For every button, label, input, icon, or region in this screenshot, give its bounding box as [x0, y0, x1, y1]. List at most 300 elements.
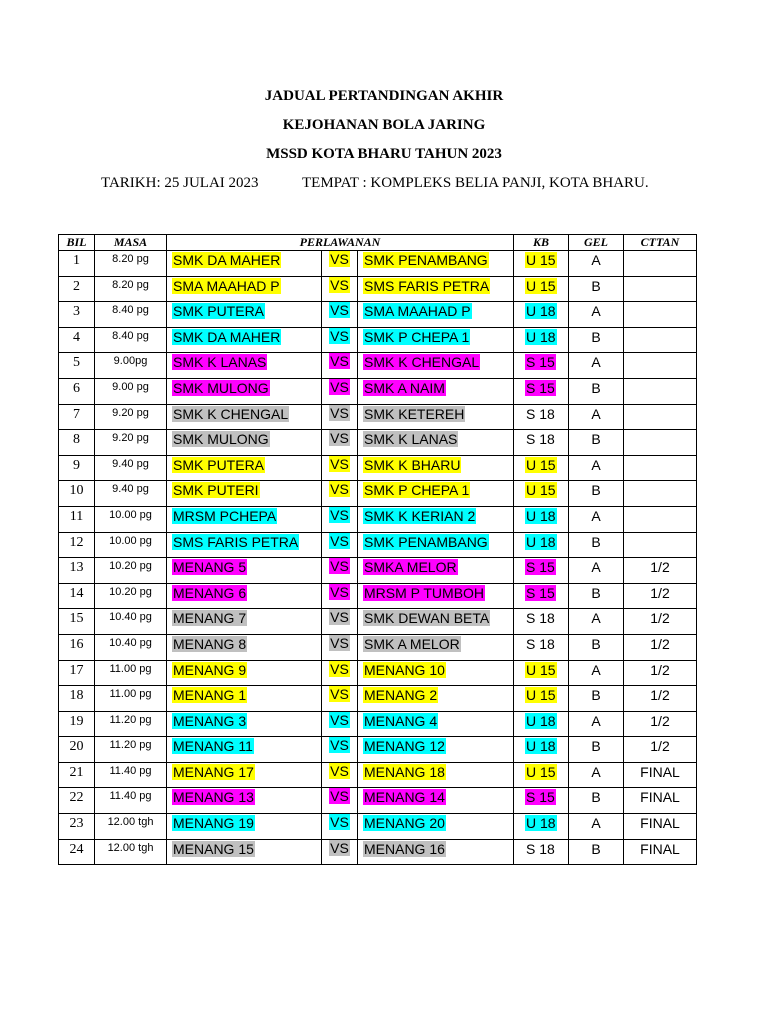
- cell-kb: [514, 762, 569, 788]
- cell-vs-text: VS: [330, 762, 349, 779]
- cell-gel: A: [569, 404, 624, 430]
- cell-gel: A: [569, 353, 624, 379]
- cell-team-1: [167, 506, 322, 532]
- cell-bil: 4: [59, 327, 95, 353]
- cell-team-1: [167, 711, 322, 737]
- cell-kb-text: S 15: [526, 584, 555, 601]
- cell-team-1-text: SMK MULONG: [173, 431, 269, 448]
- cell-team-2: [358, 609, 514, 635]
- cell-team-1-text: SMK PUTERI: [173, 482, 259, 499]
- cell-bil: 1: [59, 251, 95, 277]
- table-row: [59, 404, 697, 430]
- match-venue: TEMPAT : KOMPLEKS BELIA PANJI, KOTA BHARU.: [302, 175, 649, 191]
- col-header-bil: BIL: [59, 235, 95, 251]
- cell-team-1: [167, 455, 322, 481]
- cell-vs-text: VS: [330, 506, 349, 523]
- cell-team-2-text: MENANG 2: [364, 687, 438, 704]
- cell-masa: 8.20 pg: [95, 276, 167, 302]
- table-row: [59, 737, 697, 763]
- cell-cttan: FINAL: [624, 788, 697, 814]
- cell-team-2: [358, 481, 514, 507]
- cell-vs: [322, 302, 358, 328]
- cell-cttan: [624, 430, 697, 456]
- cell-team-1-text: SMK DA MAHER: [173, 252, 281, 268]
- cell-vs: [322, 686, 358, 712]
- cell-team-1-text: MRSM PCHEPA: [173, 507, 277, 524]
- cell-team-2-text: SMKA MELOR: [364, 559, 457, 576]
- table-row: [59, 558, 697, 584]
- cell-gel: A: [569, 558, 624, 584]
- cell-team-2-text: SMK K CHENGAL: [364, 354, 480, 371]
- cell-team-2: [358, 251, 514, 277]
- cell-team-2-text: MENANG 20: [364, 815, 445, 832]
- cell-masa: 11.40 pg: [95, 788, 167, 814]
- cell-gel: B: [569, 327, 624, 353]
- cell-cttan: FINAL: [624, 814, 697, 840]
- table-row: [59, 762, 697, 788]
- cell-kb-text: U 18: [526, 507, 556, 524]
- table-row: [59, 609, 697, 635]
- cell-masa: 11.00 pg: [95, 686, 167, 712]
- cell-vs: [322, 609, 358, 635]
- table-row: [59, 634, 697, 660]
- cell-cttan: FINAL: [624, 839, 697, 865]
- cell-cttan: [624, 251, 697, 277]
- cell-team-2: [358, 737, 514, 763]
- col-header-gel: GEL: [569, 235, 624, 251]
- cell-gel: B: [569, 788, 624, 814]
- cell-team-1-text: MENANG 3: [173, 712, 247, 729]
- cell-vs: [322, 532, 358, 558]
- cell-masa: 12.00 tgh: [95, 839, 167, 865]
- cell-masa: 10.20 pg: [95, 583, 167, 609]
- cell-team-1: [167, 558, 322, 584]
- cell-team-2-text: SMK KETEREH: [364, 405, 465, 422]
- cell-team-2-text: SMK K KERIAN 2: [364, 507, 476, 524]
- cell-team-1-text: MENANG 9: [173, 661, 247, 678]
- table-row: [59, 506, 697, 532]
- cell-kb-text: S 18: [526, 405, 555, 422]
- cell-cttan: 1/2: [624, 634, 697, 660]
- cell-kb: [514, 558, 569, 584]
- cell-masa: 11.40 pg: [95, 762, 167, 788]
- col-header-cttan: CTTAN: [624, 235, 697, 251]
- cell-vs: [322, 762, 358, 788]
- table-row: [59, 276, 697, 302]
- cell-masa: 10.40 pg: [95, 609, 167, 635]
- cell-vs: [322, 404, 358, 430]
- cell-team-2-text: MENANG 4: [364, 712, 438, 729]
- cell-gel: B: [569, 430, 624, 456]
- cell-kb-text: S 15: [526, 559, 555, 576]
- cell-gel: B: [569, 839, 624, 865]
- cell-kb: [514, 251, 569, 277]
- cell-kb-text: S 15: [526, 379, 555, 396]
- cell-bil: 13: [59, 558, 95, 584]
- cell-team-2-text: SMK PENAMBANG: [364, 533, 488, 550]
- table-row: [59, 251, 697, 277]
- cell-vs-text: VS: [330, 814, 349, 831]
- cell-masa: 10.20 pg: [95, 558, 167, 584]
- cell-team-1-text: SMK DA MAHER: [173, 328, 281, 345]
- cell-cttan: [624, 327, 697, 353]
- cell-team-1-text: MENANG 5: [173, 559, 247, 576]
- col-header-perlawanan: PERLAWANAN: [167, 235, 514, 251]
- cell-vs-text: VS: [330, 404, 349, 421]
- cell-cttan: [624, 532, 697, 558]
- document-subtitle-year: MSSD KOTA BHARU TAHUN 2023: [266, 146, 502, 162]
- cell-team-2-text: SMK A MELOR: [364, 635, 460, 652]
- cell-cttan: [624, 302, 697, 328]
- cell-gel: B: [569, 276, 624, 302]
- cell-gel: B: [569, 686, 624, 712]
- cell-cttan: FINAL: [624, 762, 697, 788]
- cell-team-2: [358, 814, 514, 840]
- cell-team-1: [167, 353, 322, 379]
- cell-team-2-text: MRSM P TUMBOH: [364, 584, 485, 601]
- cell-team-1-text: SMK K CHENGAL: [173, 405, 289, 422]
- cell-vs-text: VS: [330, 558, 349, 575]
- cell-kb-text: U 15: [526, 277, 556, 294]
- cell-gel: B: [569, 378, 624, 404]
- cell-team-2: [358, 532, 514, 558]
- match-date: TARIKH: 25 JULAI 2023: [101, 175, 259, 191]
- col-header-kb: KB: [514, 235, 569, 251]
- cell-vs-text: VS: [330, 481, 349, 498]
- cell-masa: 12.00 tgh: [95, 814, 167, 840]
- cell-team-2: [358, 711, 514, 737]
- cell-team-1-text: MENANG 17: [173, 763, 254, 780]
- cell-team-1-text: SMK MULONG: [173, 379, 269, 396]
- cell-bil: 9: [59, 455, 95, 481]
- cell-team-1: [167, 327, 322, 353]
- cell-team-1-text: MENANG 6: [173, 584, 247, 601]
- cell-team-2-text: MENANG 18: [364, 763, 445, 780]
- cell-cttan: [624, 404, 697, 430]
- cell-gel: A: [569, 660, 624, 686]
- cell-team-2: [358, 327, 514, 353]
- table-row: [59, 327, 697, 353]
- cell-kb-text: U 18: [526, 815, 556, 832]
- cell-bil: 3: [59, 302, 95, 328]
- cell-team-2: [358, 686, 514, 712]
- table-row: [59, 814, 697, 840]
- cell-vs-text: VS: [330, 455, 349, 472]
- cell-gel: A: [569, 302, 624, 328]
- cell-masa: 8.20 pg: [95, 251, 167, 277]
- cell-masa: 9.20 pg: [95, 430, 167, 456]
- cell-bil: 19: [59, 711, 95, 737]
- cell-vs: [322, 378, 358, 404]
- cell-kb: [514, 532, 569, 558]
- cell-kb-text: U 15: [526, 763, 556, 780]
- cell-bil: 14: [59, 583, 95, 609]
- cell-cttan: 1/2: [624, 558, 697, 584]
- cell-team-2: [358, 378, 514, 404]
- cell-bil: 12: [59, 532, 95, 558]
- cell-gel: A: [569, 711, 624, 737]
- cell-team-2-text: SMK DEWAN BETA: [364, 610, 490, 627]
- cell-bil: 21: [59, 762, 95, 788]
- cell-team-2: [358, 660, 514, 686]
- cell-masa: 8.40 pg: [95, 302, 167, 328]
- cell-team-1-text: SMK PUTERA: [173, 456, 265, 473]
- cell-team-1-text: SMK K LANAS: [173, 354, 267, 371]
- cell-team-2-text: SMK K LANAS: [364, 431, 458, 448]
- cell-kb-text: U 15: [526, 252, 556, 268]
- cell-team-1: [167, 762, 322, 788]
- cell-team-2-text: MENANG 14: [364, 789, 445, 806]
- cell-team-2: [358, 455, 514, 481]
- cell-gel: A: [569, 762, 624, 788]
- cell-team-2: [358, 404, 514, 430]
- cell-vs: [322, 327, 358, 353]
- cell-vs-text: VS: [330, 276, 349, 293]
- table-row: [59, 532, 697, 558]
- cell-vs: [322, 583, 358, 609]
- cell-vs: [322, 558, 358, 584]
- cell-vs-text: VS: [330, 532, 349, 549]
- cell-team-1-text: MENANG 15: [173, 840, 254, 857]
- cell-gel: A: [569, 251, 624, 277]
- cell-kb: [514, 660, 569, 686]
- cell-cttan: 1/2: [624, 686, 697, 712]
- document-subtitle: KEJOHANAN BOLA JARING: [282, 117, 486, 133]
- cell-team-2: [358, 839, 514, 865]
- cell-team-2: [358, 788, 514, 814]
- table-row: [59, 378, 697, 404]
- cell-kb: [514, 737, 569, 763]
- cell-bil: 5: [59, 353, 95, 379]
- cell-team-1-text: MENANG 7: [173, 610, 247, 627]
- cell-vs-text: VS: [330, 737, 349, 754]
- cell-kb: [514, 302, 569, 328]
- cell-team-1: [167, 378, 322, 404]
- cell-gel: A: [569, 814, 624, 840]
- cell-team-1-text: MENANG 1: [173, 687, 247, 704]
- cell-bil: 22: [59, 788, 95, 814]
- cell-kb: [514, 686, 569, 712]
- table-row: [59, 788, 697, 814]
- cell-kb: [514, 711, 569, 737]
- cell-kb: [514, 481, 569, 507]
- cell-bil: 17: [59, 660, 95, 686]
- cell-vs-text: VS: [330, 711, 349, 728]
- cell-masa: 9.20 pg: [95, 404, 167, 430]
- cell-team-1-text: SMS FARIS PETRA: [173, 533, 299, 550]
- cell-bil: 23: [59, 814, 95, 840]
- cell-vs-text: VS: [330, 430, 349, 447]
- cell-vs-text: VS: [330, 839, 349, 856]
- cell-cttan: [624, 455, 697, 481]
- cell-vs: [322, 481, 358, 507]
- cell-vs: [322, 430, 358, 456]
- cell-team-1-text: MENANG 13: [173, 789, 254, 806]
- cell-team-2-text: MENANG 10: [364, 661, 445, 678]
- table-row: [59, 455, 697, 481]
- cell-kb-text: U 15: [526, 687, 556, 704]
- table-row: [59, 353, 697, 379]
- document-title: JADUAL PERTANDINGAN AKHIR: [264, 88, 504, 104]
- cell-team-1: [167, 686, 322, 712]
- cell-team-1: [167, 583, 322, 609]
- cell-team-1: [167, 532, 322, 558]
- cell-kb: [514, 506, 569, 532]
- cell-kb-text: S 18: [526, 635, 555, 652]
- cell-kb: [514, 327, 569, 353]
- cell-kb-text: U 18: [526, 738, 556, 755]
- cell-kb-text: S 15: [526, 354, 555, 371]
- cell-team-1-text: MENANG 8: [173, 635, 247, 652]
- cell-vs: [322, 353, 358, 379]
- cell-team-1-text: MENANG 19: [173, 815, 254, 832]
- cell-team-2: [358, 276, 514, 302]
- cell-gel: A: [569, 506, 624, 532]
- cell-team-2: [358, 583, 514, 609]
- cell-vs: [322, 251, 358, 277]
- cell-team-2-text: SMK P CHEPA 1: [364, 482, 470, 499]
- cell-team-1: [167, 609, 322, 635]
- cell-bil: 11: [59, 506, 95, 532]
- cell-kb: [514, 634, 569, 660]
- cell-vs: [322, 506, 358, 532]
- cell-team-2: [358, 430, 514, 456]
- cell-team-2-text: SMK P CHEPA 1: [364, 328, 470, 345]
- cell-masa: 10.40 pg: [95, 634, 167, 660]
- cell-vs: [322, 660, 358, 686]
- cell-team-1: [167, 404, 322, 430]
- cell-kb: [514, 583, 569, 609]
- table-row: [59, 839, 697, 865]
- cell-cttan: 1/2: [624, 711, 697, 737]
- table-row: [59, 302, 697, 328]
- cell-team-1: [167, 634, 322, 660]
- col-header-masa: MASA: [95, 235, 167, 251]
- cell-team-1: [167, 788, 322, 814]
- cell-team-2: [358, 506, 514, 532]
- cell-team-1: [167, 660, 322, 686]
- cell-kb-text: U 15: [526, 482, 556, 499]
- cell-team-1: [167, 276, 322, 302]
- cell-bil: 7: [59, 404, 95, 430]
- cell-bil: 8: [59, 430, 95, 456]
- cell-masa: 10.00 pg: [95, 506, 167, 532]
- cell-masa: 9.00 pg: [95, 378, 167, 404]
- cell-kb: [514, 378, 569, 404]
- cell-kb-text: U 18: [526, 533, 556, 550]
- cell-cttan: 1/2: [624, 583, 697, 609]
- table-row: [59, 686, 697, 712]
- cell-cttan: [624, 276, 697, 302]
- cell-vs-text: VS: [330, 609, 349, 626]
- cell-gel: B: [569, 532, 624, 558]
- cell-vs-text: VS: [330, 660, 349, 677]
- cell-vs-text: VS: [330, 788, 349, 805]
- cell-vs-text: VS: [330, 327, 349, 344]
- match-schedule-table: [58, 234, 697, 865]
- cell-vs-text: VS: [330, 583, 349, 600]
- cell-team-2-text: MENANG 12: [364, 738, 445, 755]
- cell-gel: B: [569, 634, 624, 660]
- cell-bil: 18: [59, 686, 95, 712]
- cell-team-2-text: SMS FARIS PETRA: [364, 277, 490, 294]
- cell-vs: [322, 455, 358, 481]
- cell-gel: A: [569, 455, 624, 481]
- cell-team-2-text: SMK A NAIM: [364, 379, 445, 396]
- cell-team-2-text: SMK K BHARU: [364, 456, 461, 473]
- cell-kb-text: S 18: [526, 610, 555, 627]
- cell-team-1-text: SMK PUTERA: [173, 303, 265, 320]
- cell-kb: [514, 839, 569, 865]
- cell-team-2: [358, 302, 514, 328]
- cell-cttan: 1/2: [624, 609, 697, 635]
- table-row: [59, 711, 697, 737]
- cell-team-1: [167, 481, 322, 507]
- cell-team-2: [358, 762, 514, 788]
- cell-team-1: [167, 251, 322, 277]
- cell-kb-text: U 15: [526, 661, 556, 678]
- cell-team-1: [167, 814, 322, 840]
- cell-kb: [514, 404, 569, 430]
- cell-team-2-text: MENANG 16: [364, 840, 445, 857]
- cell-masa: 11.00 pg: [95, 660, 167, 686]
- cell-kb: [514, 276, 569, 302]
- cell-bil: 16: [59, 634, 95, 660]
- cell-gel: B: [569, 481, 624, 507]
- cell-vs-text: VS: [330, 634, 349, 651]
- cell-masa: 11.20 pg: [95, 737, 167, 763]
- cell-gel: B: [569, 583, 624, 609]
- cell-vs-text: VS: [330, 686, 349, 703]
- cell-vs-text: VS: [330, 302, 349, 319]
- table-row: [59, 430, 697, 456]
- cell-bil: 2: [59, 276, 95, 302]
- cell-vs: [322, 737, 358, 763]
- cell-kb-text: U 15: [526, 456, 556, 473]
- cell-bil: 24: [59, 839, 95, 865]
- cell-team-1: [167, 430, 322, 456]
- table-row: [59, 583, 697, 609]
- cell-vs: [322, 814, 358, 840]
- cell-team-1: [167, 302, 322, 328]
- cell-vs: [322, 634, 358, 660]
- cell-vs-text: VS: [330, 353, 349, 370]
- cell-bil: 20: [59, 737, 95, 763]
- cell-cttan: 1/2: [624, 660, 697, 686]
- cell-cttan: [624, 506, 697, 532]
- table-header-row: [59, 235, 697, 251]
- cell-masa: 9.40 pg: [95, 455, 167, 481]
- cell-gel: A: [569, 609, 624, 635]
- table-row: [59, 481, 697, 507]
- cell-vs-text: VS: [330, 378, 349, 395]
- cell-team-2: [358, 353, 514, 379]
- cell-vs: [322, 711, 358, 737]
- cell-vs: [322, 839, 358, 865]
- cell-team-1-text: MENANG 11: [173, 738, 253, 755]
- cell-bil: 10: [59, 481, 95, 507]
- cell-bil: 15: [59, 609, 95, 635]
- cell-bil: 6: [59, 378, 95, 404]
- cell-masa: 9.40 pg: [95, 481, 167, 507]
- cell-team-1: [167, 839, 322, 865]
- cell-kb: [514, 788, 569, 814]
- cell-kb: [514, 609, 569, 635]
- cell-kb: [514, 455, 569, 481]
- cell-team-2: [358, 558, 514, 584]
- cell-vs-text: VS: [330, 251, 349, 267]
- cell-masa: 9.00pg: [95, 353, 167, 379]
